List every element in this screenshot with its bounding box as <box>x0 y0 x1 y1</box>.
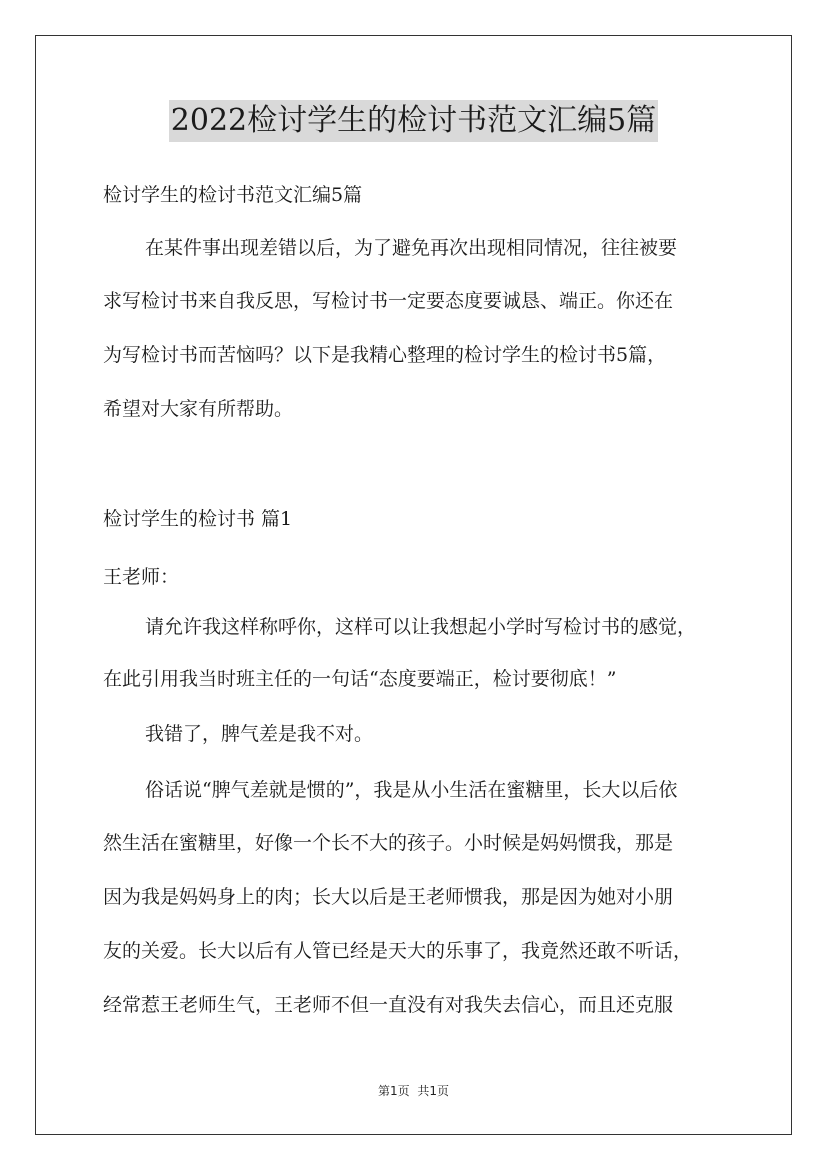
body-line: 经常惹王老师生气，王老师不但一直没有对我失去信心，而且还克服 <box>103 994 674 1016</box>
salutation: 王老师： <box>103 566 180 588</box>
body-line: 我错了，脾气差是我不对。 <box>145 723 374 745</box>
body-line: 友的关爱。长大以后有人管已经是天大的乐事了，我竟然还敢不听话， <box>103 940 693 962</box>
document-title: 2022检讨学生的检讨书范文汇编5篇 <box>169 100 658 142</box>
body-line: 因为我是妈妈身上的肉；长大以后是王老师惯我，那是因为她对小朋 <box>103 886 674 908</box>
body-line: 在此引用我当时班主任的一句话“态度要端正，检讨要彻底！” <box>103 668 617 690</box>
body-line: 俗话说“脾气差就是惯的”，我是从小生活在蜜糖里，长大以后依 <box>145 779 678 801</box>
intro-line: 在某件事出现差错以后，为了避免再次出现相同情况，往往被要 <box>145 237 678 259</box>
intro-line: 希望对大家有所帮助。 <box>103 398 294 420</box>
page-footer <box>0 1082 827 1099</box>
document-subtitle: 检讨学生的检讨书范文汇编5篇 <box>103 184 363 206</box>
page-number: 第1页 <box>377 1084 410 1098</box>
intro-line: 求写检讨书来自我反思，写检讨书一定要态度要诚恳、端正。你还在 <box>103 290 674 312</box>
intro-line: 为写检讨书而苦恼吗？以下是我精心整理的检讨学生的检讨书5篇， <box>103 344 667 366</box>
title-container <box>0 100 827 142</box>
section-heading: 检讨学生的检讨书 篇1 <box>103 508 293 530</box>
page-total: 共1页 <box>417 1084 450 1098</box>
body-line: 请允许我这样称呼你，这样可以让我想起小学时写检讨书的感觉， <box>145 616 697 638</box>
body-line: 然生活在蜜糖里，好像一个长不大的孩子。小时候是妈妈惯我，那是 <box>103 832 674 854</box>
